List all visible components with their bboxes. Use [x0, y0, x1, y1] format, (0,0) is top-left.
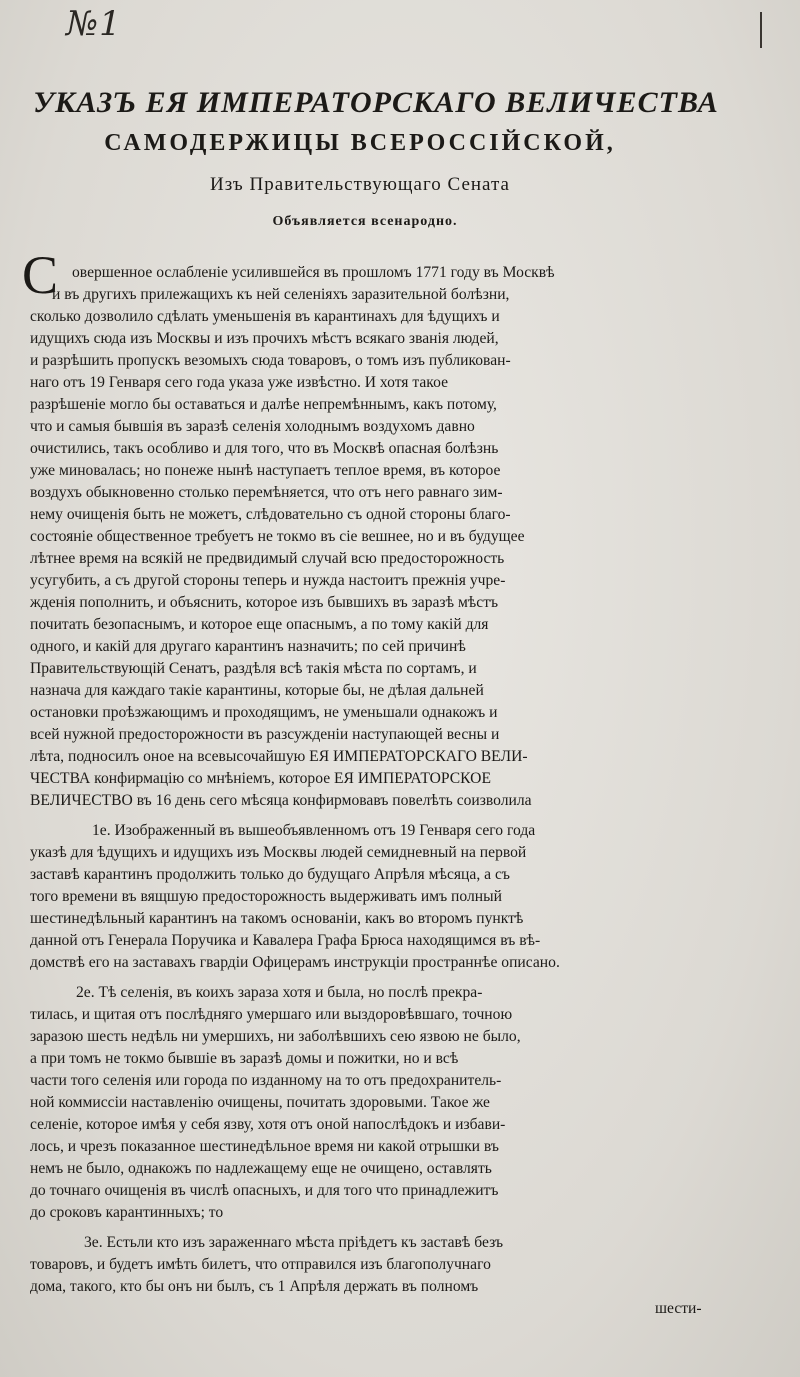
text-line-content: назнача для каждаго такіе карантины, которые бы, не дѣлая дальней [30, 682, 484, 699]
text-line [0, 1136, 800, 1158]
text-line-content: идущихъ сюда изъ Москвы и изъ прочихъ мѣстъ всякаго званія людей, [30, 330, 499, 347]
text-line-content: товаровъ, и будетъ имѣть билетъ, что отправился изъ благополучнаго [30, 1256, 491, 1273]
text-line-content: одного, и какій для другаго карантинъ назначить; по сей причинѣ [30, 638, 466, 655]
text-line-content: жденія пополнить, и объяснить, которое изъ бывшихъ въ заразѣ мѣстъ [30, 594, 499, 611]
text-line [0, 746, 800, 768]
text-line-content: того времени въ вящшую предосторожность выдерживать имъ полный [30, 888, 502, 905]
text-line [0, 1298, 800, 1320]
text-line [0, 1158, 800, 1180]
text-line-content: овершенное ослабленіе усилившейся въ прошломъ 1771 году въ Москвѣ [72, 264, 555, 281]
text-line-content: дома, такого, кто бы онъ ни былъ, съ 1 Апрѣля держать въ полномъ [30, 1278, 479, 1295]
announcement-line: Объявляется всенародно. [272, 214, 458, 229]
text-line-content: 1е. Изображенный въ вышеобъявленномъ отъ 19 Генваря сего года [92, 822, 536, 839]
text-line-content: до точнаго очищенія въ числѣ опасныхъ, и для того что принадлежитъ [30, 1182, 499, 1199]
text-line-content: тилась, и щитая отъ послѣдняго умершаго или выздоровѣвшаго, точною [30, 1006, 513, 1023]
text-line [0, 1180, 800, 1202]
text-line [0, 306, 800, 328]
text-line-content: и разрѣшить пропускъ везомыхъ сюда товаровъ, о томъ изъ публикован- [30, 352, 511, 369]
text-line [0, 526, 800, 548]
text-line [0, 1232, 800, 1254]
text-line [0, 460, 800, 482]
text-line-content: а при томъ не токмо бывшіе въ заразѣ домы и пожитки, но и всѣ [30, 1050, 459, 1067]
text-line-content: наго отъ 19 Генваря сего года указа уже извѣстно. И хотя такое [30, 374, 448, 391]
text-line-content: Правительствующій Сенатъ, раздѣля всѣ такія мѣста по сортамъ, и [30, 660, 477, 677]
text-line [0, 614, 800, 636]
decree-title: УКАЗЪ ЕЯ ИМПЕРАТОРСКАГО ВЕЛИЧЕСТВА [33, 86, 719, 119]
text-line [0, 658, 800, 680]
text-line-content: лѣта, подносилъ оное на всевысочайшую ЕЯ ИМПЕРАТОРСКАГО ВЕЛИ- [30, 748, 528, 765]
text-line-content: состояніе общественное требуетъ не токмо въ сіе вешнее, но и въ будущее [30, 528, 525, 545]
drop-cap: С [22, 245, 59, 305]
text-line [0, 1254, 800, 1276]
text-line-content: до сроковъ карантинныхъ; то [30, 1204, 224, 1221]
text-line [0, 636, 800, 658]
text-line-content: усугубить, а съ другой стороны теперь и нужда настоитъ прежнія учре- [30, 572, 506, 589]
text-line [0, 438, 800, 460]
text-line-content: ЧЕСТВА конфирмацію со мнѣніемъ, которое ЕЯ ИМПЕРАТОРСКОЕ [30, 770, 491, 787]
text-line-content: указѣ для ѣдущихъ и идущихъ изъ Москвы людей семидневный на первой [30, 844, 527, 861]
text-line-content: почитать безопаснымъ, и которое еще опаснымъ, а по тому какій для [30, 616, 489, 633]
text-line-content: что и самыя бывшія въ заразѣ селенія холоднымъ воздухомъ давно [30, 418, 475, 435]
text-line-content: воздухъ обыкновенно столько перемѣняется, что отъ него равнаго зим- [30, 484, 503, 501]
text-line-content: заставѣ карантинъ продолжить только до будущаго Апрѣля мѣсяца, а съ [30, 866, 510, 883]
text-line [0, 952, 800, 974]
text-line-content: заразою шесть недѣль ни умершихъ, ни заболѣвшихъ сею язвою не было, [30, 1028, 521, 1045]
text-line [0, 1070, 800, 1092]
text-line-content: данной отъ Генерала Поручика и Кавалера Графа Брюса находящимся въ вѣ- [30, 932, 541, 949]
text-line [0, 1026, 800, 1048]
text-line-content: ВЕЛИЧЕСТВО въ 16 день сего мѣсяца конфирмовавъ повелѣть соизволила [30, 792, 532, 809]
document-number: №1 [66, 4, 122, 44]
text-line [0, 790, 800, 812]
text-line [0, 702, 800, 724]
text-line [0, 284, 800, 306]
text-line [0, 908, 800, 930]
text-line [0, 1092, 800, 1114]
text-line-content: и въ другихъ прилежащихъ къ ней селеніяхъ заразительной болѣзни, [52, 286, 510, 303]
text-line-content: очистились, такъ особливо и для того, что въ Москвѣ опасная болѣзнь [30, 440, 499, 457]
text-line [0, 982, 800, 1004]
text-line [0, 864, 800, 886]
decree-subtitle: САМОДЕРЖИЦЫ ВСЕРОССІЙСКОЙ, [104, 130, 616, 156]
text-line [0, 1048, 800, 1070]
text-line-content: селеніе, которое имѣя у себя язву, хотя отъ оной напослѣдокъ и избави- [30, 1116, 506, 1133]
text-line [0, 548, 800, 570]
text-line [0, 930, 800, 952]
text-line [0, 680, 800, 702]
text-line [0, 570, 800, 592]
text-line [0, 1114, 800, 1136]
text-line-content: немъ не было, однакожъ по надлежащему еще не очищено, оставлять [30, 1160, 492, 1177]
text-line [0, 592, 800, 614]
text-line-content: ной коммиссіи наставленію очищены, почитать здоровыми. Такое же [30, 1094, 490, 1111]
page-edge-mark [760, 12, 762, 48]
text-line [0, 350, 800, 372]
text-line [0, 1276, 800, 1298]
issuer-line: Изъ Правительствующаго Сената [210, 174, 510, 195]
text-line [0, 820, 800, 842]
text-line [0, 328, 800, 350]
text-line-content: 3е. Естьли кто изъ зараженнаго мѣста пріѣдетъ къ заставѣ безъ [84, 1234, 504, 1251]
text-line [0, 886, 800, 908]
text-line [0, 262, 800, 284]
text-line-content: нему очищенія быть не можетъ, слѣдовательно съ одной стороны благо- [30, 506, 511, 523]
text-line [0, 394, 800, 416]
text-line-content: лось, и чрезъ показанное шестинедѣльное время ни какой отрышки въ [30, 1138, 499, 1155]
text-line-content: всей нужной предосторожности въ разсужденіи наступающей весны и [30, 726, 500, 743]
text-line [0, 416, 800, 438]
text-line-content: домствѣ его на заставахъ гвардіи Офицерамъ инструкціи пространнѣе описано. [30, 954, 560, 971]
text-line-content: шести- [655, 1300, 702, 1317]
text-line-content: остановки проѣзжающимъ и проходящимъ, не уменьшали однакожъ и [30, 704, 498, 721]
text-line-content: уже миновалась; но понеже нынѣ наступаетъ теплое время, въ которое [30, 462, 501, 479]
text-line [0, 372, 800, 394]
text-line [0, 842, 800, 864]
text-line-content: лѣтнее время на всякій не предвидимый случай всю предосторожность [30, 550, 505, 567]
text-line [0, 724, 800, 746]
text-line [0, 504, 800, 526]
text-line-content: сколько дозволило сдѣлать уменьшенія въ карантинахъ для ѣдущихъ и [30, 308, 500, 325]
text-line-content: 2е. Тѣ селенія, въ коихъ зараза хотя и была, но послѣ прекра- [76, 984, 483, 1001]
text-line [0, 1004, 800, 1026]
text-line-content: разрѣшеніе могло бы оставаться и далѣе непремѣннымъ, какъ потому, [30, 396, 497, 413]
text-line [0, 768, 800, 790]
text-line [0, 1202, 800, 1224]
text-line-content: части того селенія или города по изданному на то отъ предохранитель- [30, 1072, 502, 1089]
text-line [0, 482, 800, 504]
text-line-content: шестинедѣльный карантинъ на такомъ основаніи, какъ во второмъ пунктѣ [30, 910, 524, 927]
